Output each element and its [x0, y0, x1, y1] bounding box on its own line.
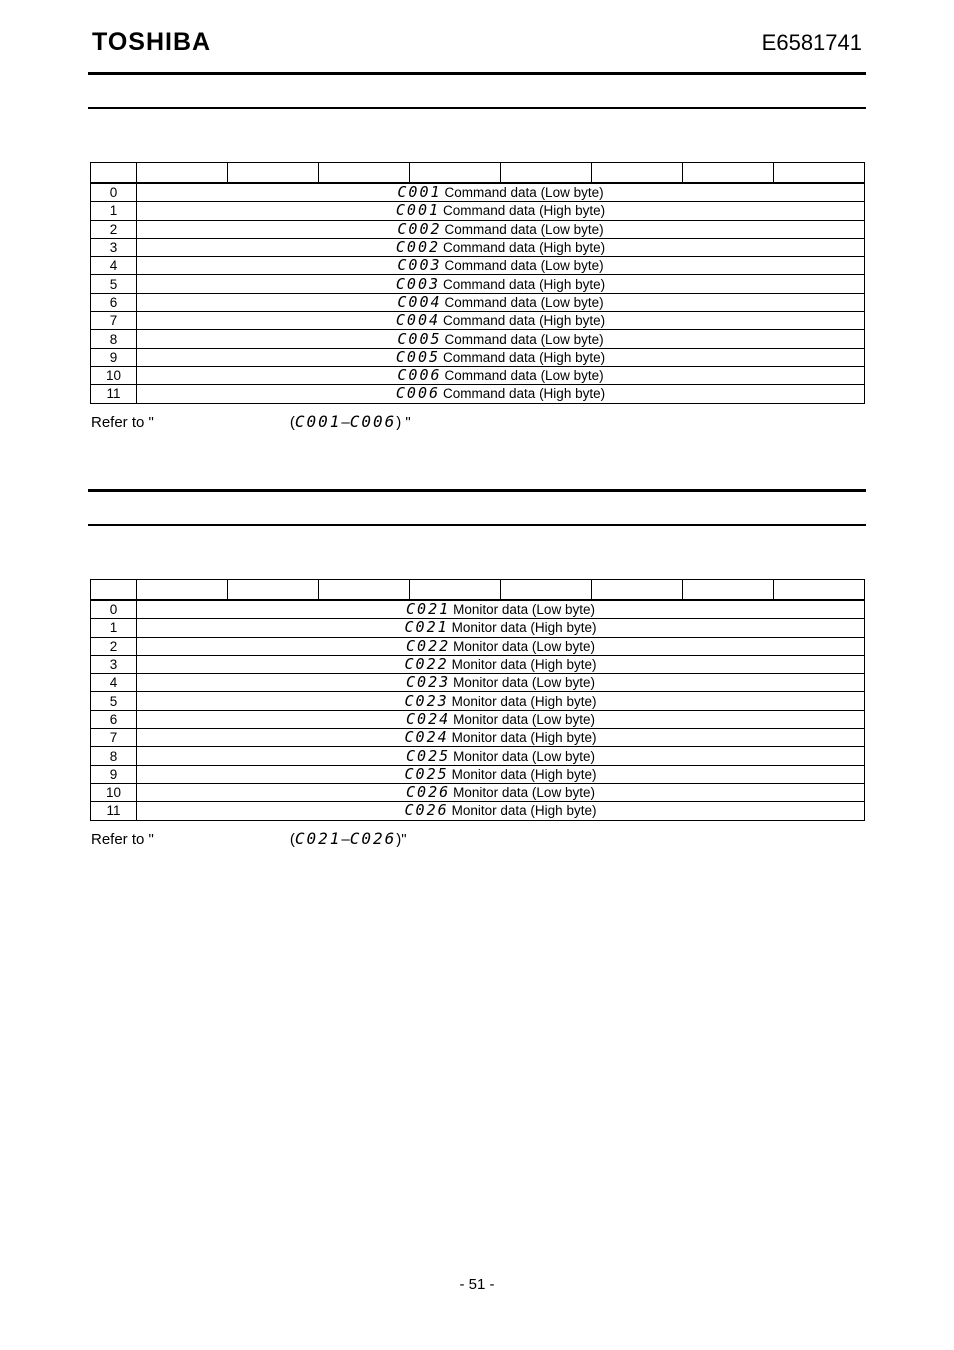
header-rule [88, 72, 866, 75]
page-number: - 51 - [459, 1276, 495, 1293]
header-cell [228, 580, 319, 601]
section-rule [88, 107, 866, 109]
parameter-code: C002 [395, 238, 441, 257]
row-index: 11 [91, 802, 137, 820]
refer-code-from: C021 [294, 829, 342, 848]
parameter-code: C006 [397, 366, 442, 385]
header-cell [91, 163, 137, 184]
refer-open: ( [289, 831, 295, 848]
row-index: 3 [91, 655, 137, 673]
section-rule-top [88, 489, 866, 492]
table-row [91, 637, 865, 655]
row-description [137, 312, 865, 330]
table-row [91, 385, 865, 403]
refer-open: ( [289, 414, 295, 431]
table-header-row [91, 580, 865, 601]
header-cell [501, 580, 592, 601]
header-cell [410, 580, 501, 601]
row-description [137, 275, 865, 293]
header-cell [683, 163, 774, 184]
refer-dash: – [341, 831, 350, 848]
description-text: Monitor data (High byte) [451, 657, 597, 673]
row-index: 5 [91, 275, 137, 293]
description-text: Command data (High byte) [443, 240, 606, 256]
header-cell [228, 163, 319, 184]
description-text: Command data (Low byte) [444, 221, 604, 237]
header-cell [592, 580, 683, 601]
table-row [91, 710, 865, 728]
table-row [91, 783, 865, 801]
row-description [137, 330, 865, 348]
row-index: 2 [91, 637, 137, 655]
row-index: 10 [91, 783, 137, 801]
table-row [91, 202, 865, 220]
parameter-code: C006 [395, 384, 441, 403]
row-description [137, 655, 865, 673]
description-text: Monitor data (High byte) [451, 766, 597, 782]
row-description [137, 747, 865, 765]
refer-code-from: C001 [294, 412, 342, 431]
parameter-code: C004 [397, 292, 442, 311]
row-description [137, 802, 865, 820]
row-description [137, 385, 865, 403]
row-index: 4 [91, 674, 137, 692]
row-index: 10 [91, 366, 137, 384]
description-text: Monitor data (Low byte) [453, 748, 595, 764]
row-description [137, 293, 865, 311]
table-row [91, 257, 865, 275]
description-text: Monitor data (High byte) [451, 803, 597, 819]
row-description [137, 366, 865, 384]
table-row [91, 183, 865, 202]
table-row [91, 692, 865, 710]
command-refer-note [91, 413, 411, 432]
refer-code-to: C026 [349, 829, 397, 848]
row-description [137, 348, 865, 366]
parameter-code: C021 [404, 618, 449, 637]
parameter-code: C022 [404, 655, 449, 674]
row-index: 1 [91, 202, 137, 220]
refer-close: ) " [396, 414, 411, 431]
row-description [137, 220, 865, 238]
table-row [91, 348, 865, 366]
description-text: Monitor data (Low byte) [453, 675, 595, 691]
description-text: Command data (High byte) [443, 203, 606, 219]
row-description [137, 257, 865, 275]
row-index: 8 [91, 747, 137, 765]
refer-prefix: Refer to " [91, 414, 154, 431]
row-description [137, 674, 865, 692]
row-index: 7 [91, 729, 137, 747]
table-row [91, 619, 865, 637]
row-index: 9 [91, 765, 137, 783]
row-index: 8 [91, 330, 137, 348]
description-text: Monitor data (Low byte) [453, 638, 595, 654]
command-data-table [90, 162, 865, 404]
header-cell [774, 163, 865, 184]
table-header-row [91, 163, 865, 184]
parameter-code: C023 [404, 691, 449, 710]
parameter-code: C026 [404, 801, 449, 820]
row-index: 6 [91, 710, 137, 728]
description-text: Command data (High byte) [443, 386, 606, 402]
parameter-code: C025 [406, 746, 451, 765]
table-row [91, 366, 865, 384]
row-index: 6 [91, 293, 137, 311]
table-row [91, 765, 865, 783]
header-cell [592, 163, 683, 184]
row-description [137, 202, 865, 220]
row-index: 0 [91, 600, 137, 619]
row-index: 1 [91, 619, 137, 637]
parameter-code: C005 [397, 329, 442, 348]
row-description [137, 619, 865, 637]
description-text: Monitor data (High byte) [451, 693, 597, 709]
header-cell [319, 580, 410, 601]
row-description [137, 710, 865, 728]
row-description [137, 238, 865, 256]
row-index: 7 [91, 312, 137, 330]
row-description [137, 729, 865, 747]
row-description [137, 783, 865, 801]
refer-dash: – [341, 414, 350, 431]
description-text: Command data (Low byte) [444, 185, 604, 201]
description-text: Command data (Low byte) [444, 258, 604, 274]
brand-logo: TOSHIBA [92, 28, 212, 56]
row-index: 4 [91, 257, 137, 275]
parameter-code: C021 [406, 600, 451, 619]
header-cell [319, 163, 410, 184]
row-description [137, 692, 865, 710]
row-index: 9 [91, 348, 137, 366]
section-rule-bottom [88, 524, 866, 526]
row-description [137, 183, 865, 202]
row-index: 3 [91, 238, 137, 256]
table-row [91, 600, 865, 619]
header-cell [501, 163, 592, 184]
description-text: Monitor data (Low byte) [453, 785, 595, 801]
description-text: Command data (High byte) [443, 313, 606, 329]
table-row [91, 747, 865, 765]
row-description [137, 637, 865, 655]
table-row [91, 275, 865, 293]
description-text: Monitor data (High byte) [451, 620, 597, 636]
parameter-code: C001 [397, 183, 442, 202]
refer-close: )" [396, 831, 407, 848]
table-row [91, 729, 865, 747]
parameter-code: C024 [404, 728, 449, 747]
parameter-code: C003 [397, 256, 442, 275]
parameter-code: C024 [406, 709, 451, 728]
parameter-code: C022 [406, 636, 451, 655]
table-row [91, 655, 865, 673]
parameter-code: C003 [395, 274, 441, 293]
table-row [91, 293, 865, 311]
monitor-refer-note [91, 830, 407, 849]
description-text: Command data (Low byte) [444, 331, 604, 347]
table-row [91, 802, 865, 820]
table-row [91, 220, 865, 238]
parameter-code: C023 [406, 673, 451, 692]
parameter-code: C002 [397, 219, 442, 238]
table-row [91, 238, 865, 256]
header-cell [683, 580, 774, 601]
document-number: E6581741 [761, 30, 862, 55]
description-text: Monitor data (Low byte) [453, 602, 595, 618]
description-text: Command data (High byte) [443, 276, 606, 292]
description-text: Monitor data (High byte) [451, 730, 597, 746]
row-index: 5 [91, 692, 137, 710]
table-row [91, 674, 865, 692]
row-description [137, 600, 865, 619]
header-cell [410, 163, 501, 184]
header-cell [774, 580, 865, 601]
refer-prefix: Refer to " [91, 831, 154, 848]
monitor-data-table [90, 579, 865, 821]
row-index: 0 [91, 183, 137, 202]
header-cell [91, 580, 137, 601]
row-description [137, 765, 865, 783]
header-cell [137, 163, 228, 184]
parameter-code: C025 [404, 764, 449, 783]
parameter-code: C026 [406, 783, 451, 802]
description-text: Monitor data (Low byte) [453, 711, 595, 727]
refer-code-to: C006 [349, 412, 397, 431]
header-cell [137, 580, 228, 601]
description-text: Command data (Low byte) [444, 368, 604, 384]
parameter-code: C001 [395, 201, 441, 220]
table-row [91, 330, 865, 348]
table-row [91, 312, 865, 330]
description-text: Command data (Low byte) [444, 294, 604, 310]
parameter-code: C004 [395, 311, 441, 330]
row-index: 11 [91, 385, 137, 403]
row-index: 2 [91, 220, 137, 238]
description-text: Command data (High byte) [443, 349, 606, 365]
parameter-code: C005 [395, 347, 441, 366]
